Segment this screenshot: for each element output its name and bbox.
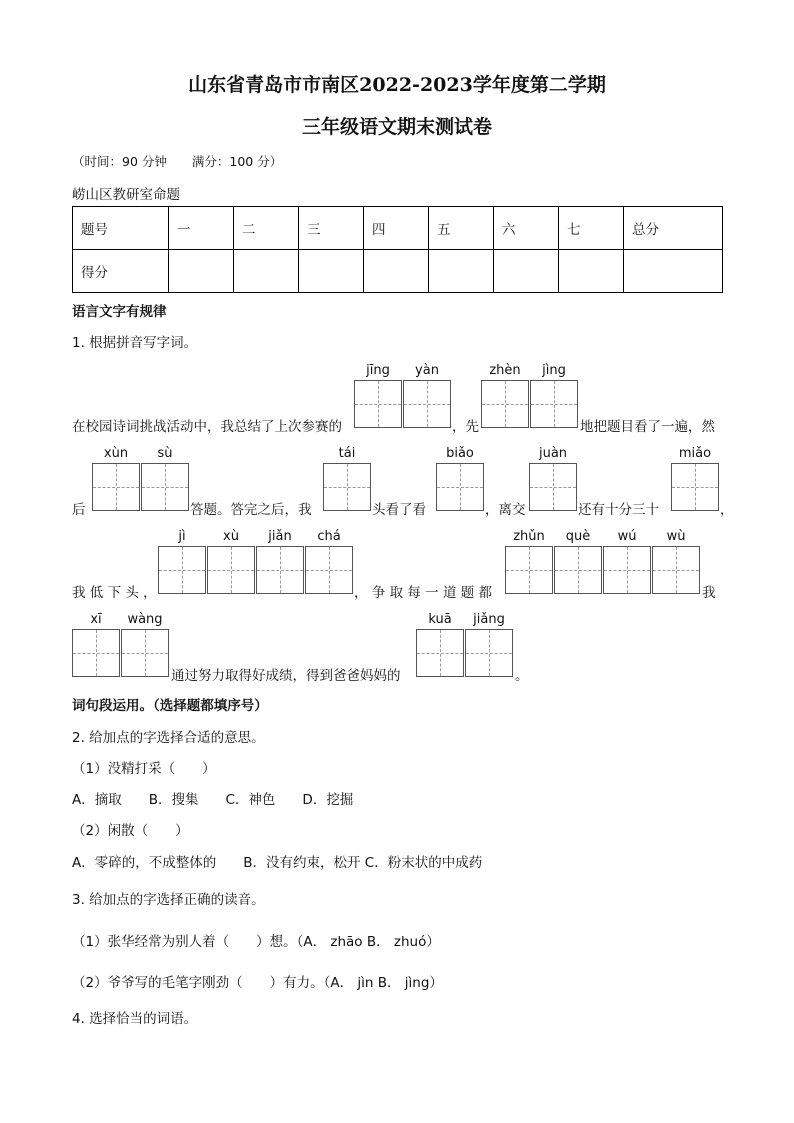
table-cell: 三 <box>299 207 364 250</box>
passage-text: ， 争 取 每 一 道 题 都 <box>354 585 493 601</box>
passage-text: 答题。答完之后，我 <box>190 502 312 518</box>
pinyin-label: tái <box>338 446 356 461</box>
writing-grid-box[interactable] <box>256 546 304 594</box>
table-cell: 得分 <box>73 250 169 293</box>
table-cell: 总分 <box>624 207 723 250</box>
passage-text: 。 <box>515 668 529 684</box>
question-2: 2. 给加点的字选择合适的意思。 <box>72 730 265 746</box>
score-cell[interactable] <box>234 250 299 293</box>
table-cell: 一 <box>169 207 234 250</box>
pinyin-label: chá <box>317 529 341 544</box>
table-cell: 四 <box>364 207 429 250</box>
score-cell[interactable] <box>624 250 723 293</box>
writing-grid-box[interactable] <box>354 380 402 428</box>
writing-grid-box[interactable] <box>671 463 719 511</box>
writing-grid-box[interactable] <box>652 546 700 594</box>
writing-grid-box[interactable] <box>72 629 120 677</box>
passage-text: 通过努力取得好成绩，得到爸爸妈妈的 <box>171 668 401 684</box>
pinyin-label: yàn <box>415 363 439 378</box>
passage-text: 在校园诗词挑战活动中，我总结了上次参赛的 <box>72 419 342 435</box>
writing-grid-box[interactable] <box>305 546 353 594</box>
score-cell[interactable] <box>169 250 234 293</box>
table-cell: 七 <box>559 207 624 250</box>
writing-grid-box[interactable] <box>505 546 553 594</box>
pinyin-label: wú <box>617 529 637 544</box>
writing-grid-box[interactable] <box>529 463 577 511</box>
table-cell: 题号 <box>73 207 169 250</box>
writing-grid-box[interactable] <box>158 546 206 594</box>
writing-grid-box[interactable] <box>141 463 189 511</box>
score-cell[interactable] <box>429 250 494 293</box>
passage-text: 我 <box>702 585 716 601</box>
passage-text: 我 低 下 头 ， <box>72 585 157 601</box>
pinyin-label: wàng <box>127 612 163 627</box>
pinyin-label: xī <box>90 612 102 627</box>
pinyin-label: què <box>565 529 591 544</box>
writing-grid-box[interactable] <box>554 546 602 594</box>
question-2-2: （2）闲散（ ） <box>72 823 189 839</box>
passage-text: 还有十分三十 <box>578 502 659 518</box>
pinyin-label: jìng <box>542 363 566 378</box>
pinyin-label: sù <box>157 446 173 461</box>
score-cell[interactable] <box>364 250 429 293</box>
writing-grid-box[interactable] <box>603 546 651 594</box>
passage-text: 地把题目看了一遍，然 <box>580 419 715 435</box>
table-cell: 五 <box>429 207 494 250</box>
page-subtitle: 三年级语文期末测试卷 <box>301 116 492 138</box>
score-table-score-row <box>73 250 723 293</box>
writing-grid-box[interactable] <box>530 380 578 428</box>
question-4: 4. 选择恰当的词语。 <box>72 1011 198 1027</box>
question-2-1: （1）没精打采（ ） <box>72 761 216 777</box>
pinyin-label: jīng <box>366 363 390 378</box>
page-title: 山东省青岛市市南区2022-2023学年度第二学期 <box>188 74 606 96</box>
passage-text: ，离交 <box>485 502 526 518</box>
pinyin-label: jì <box>178 529 186 544</box>
pinyin-label: miǎo <box>678 446 712 461</box>
score-cell[interactable] <box>559 250 624 293</box>
score-table <box>72 206 723 293</box>
pinyin-label: biǎo <box>446 446 474 461</box>
score-cell[interactable] <box>494 250 559 293</box>
score-cell[interactable] <box>299 250 364 293</box>
question-3-1: （1）张华经常为别人着（ ）想。（A． zhāo B． zhuó） <box>72 934 440 950</box>
writing-grid-box[interactable] <box>465 629 513 677</box>
passage-text: ，先 <box>452 419 479 435</box>
writing-grid-box[interactable] <box>416 629 464 677</box>
pinyin-label: xùn <box>103 446 129 461</box>
writing-grid-box[interactable] <box>92 463 140 511</box>
question-2-1-options: A．摘取 B．搜集 C．神色 D．挖掘 <box>72 792 354 808</box>
writing-grid-box[interactable] <box>436 463 484 511</box>
writing-grid-box[interactable] <box>481 380 529 428</box>
question-3-2: （2）爷爷写的毛笔字刚劲（ ）有力。（A． jìn B． jìng） <box>72 975 443 991</box>
pinyin-label: xù <box>223 529 239 544</box>
pinyin-label: zhǔn <box>513 529 545 544</box>
writing-grid-box[interactable] <box>121 629 169 677</box>
passage-text: 头看了看 <box>372 502 426 518</box>
writing-grid-box[interactable] <box>207 546 255 594</box>
section-heading: 词句段运用。（选择题都填序号） <box>72 698 268 714</box>
time-info: （时间：90 分钟 满分：100 分） <box>72 154 283 169</box>
score-table-header-row <box>73 207 723 250</box>
table-cell: 六 <box>494 207 559 250</box>
writing-grid-box[interactable] <box>403 380 451 428</box>
passage-text: ， <box>720 502 734 518</box>
pinyin-label: kuā <box>428 612 452 627</box>
pinyin-label: juàn <box>538 446 568 461</box>
passage-text: 后 <box>72 502 86 518</box>
question-1: 1. 根据拼音写字词。 <box>72 335 198 351</box>
question-3: 3. 给加点的字选择正确的读音。 <box>72 892 265 908</box>
source-info: 崂山区教研室命题 <box>72 187 180 203</box>
section-heading: 语言文字有规律 <box>72 304 167 320</box>
writing-grid-box[interactable] <box>323 463 371 511</box>
table-cell: 二 <box>234 207 299 250</box>
pinyin-label: jiǎng <box>473 612 505 627</box>
pinyin-label: wù <box>666 529 686 544</box>
pinyin-label: jiǎn <box>268 529 292 544</box>
pinyin-label: zhèn <box>489 363 521 378</box>
question-2-2-options: A．零碎的，不成整体的 B．没有约束，松开 C．粉末状的中成药 <box>72 855 483 871</box>
